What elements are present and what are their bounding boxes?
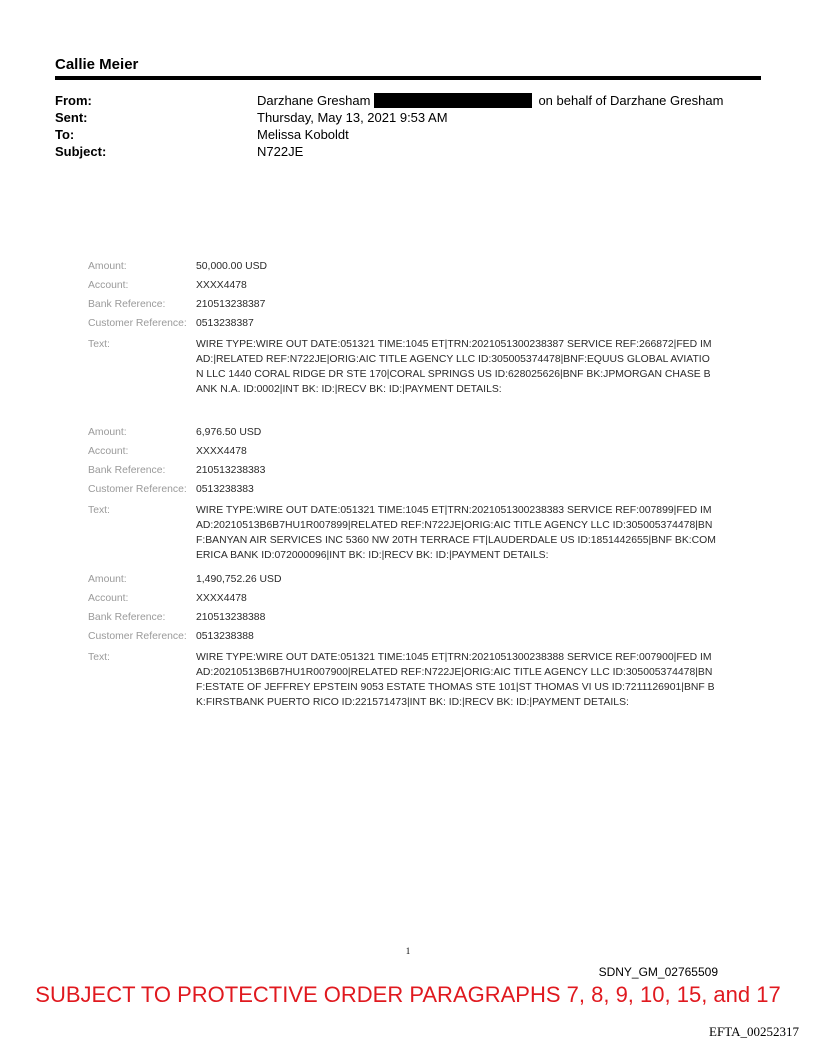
amount-label: Amount: (88, 574, 127, 585)
wire-account-row (88, 280, 728, 299)
bank-reference-label: Bank Reference: (88, 465, 166, 476)
amount-value: 1,490,752.26 USD (196, 574, 282, 585)
wire-text-value: WIRE TYPE:WIRE OUT DATE:051321 TIME:1045 ET|TRN:2021051300238387 SERVICE REF:266872|FED IMAD:|RELATED REF:N722JE|ORIG:AIC TITLE AGENCY LLC ID:305005374478|BNF:EQUUS GLOBAL AVIATION LLC 1440 CORAL RIDGE DR STE 170|CORAL SPRINGS US ID:628025626|BNF BK:JPMORGAN CHASE BANK N.A. ID:0002|INT BK: ID:|RECV BK: ID:|PAYMENT DETAILS: (196, 339, 712, 395)
wire-customer-reference-row (88, 484, 728, 503)
account-label: Account: (88, 446, 129, 457)
wire-record-1 (88, 261, 728, 397)
account-value: XXXX4478 (196, 446, 247, 457)
wire-account-row (88, 593, 728, 612)
wire-customer-reference-row (88, 631, 728, 650)
customer-reference-value: 0513238387 (196, 318, 254, 329)
amount-value: 6,976.50 USD (196, 427, 262, 438)
from-label: From: (55, 93, 92, 108)
bank-reference-label: Bank Reference: (88, 299, 166, 310)
account-value: XXXX4478 (196, 593, 247, 604)
customer-reference-label: Customer Reference: (88, 484, 187, 495)
customer-reference-label: Customer Reference: (88, 318, 187, 329)
wire-record-2 (88, 427, 728, 563)
wire-text-value: WIRE TYPE:WIRE OUT DATE:051321 TIME:1045 ET|TRN:2021051300238383 SERVICE REF:007899|FED IMAD:20210513B6B7HU1R007899|RELATED REF:N722JE|ORIG:AIC TITLE AGENCY LLC ID:305005374478|BNF:BANYAN AIR SERVICES INC 5360 NW 20TH TERRACE FT|LAUDERDALE US ID:1851442655|BNF BK:COMERICA BANK ID:072000096|INT BK: ID:|RECV BK: ID:|PAYMENT DETAILS: (196, 505, 716, 561)
subject-value: N722JE (257, 144, 304, 159)
mailbox-owner-name: Callie Meier (55, 56, 139, 73)
wire-amount-row (88, 427, 728, 446)
page-number: 1 (405, 946, 411, 956)
protective-order-notice: SUBJECT TO PROTECTIVE ORDER PARAGRAPHS 7, 8, 9, 10, 15, and 17 (35, 982, 781, 1007)
bank-reference-label: Bank Reference: (88, 612, 166, 623)
wire-text-row (88, 650, 728, 710)
text-label: Text: (88, 339, 110, 350)
text-label: Text: (88, 652, 110, 663)
header-rule (55, 76, 761, 80)
bank-reference-value: 210513238383 (196, 465, 266, 476)
to-value: Melissa Koboldt (257, 127, 349, 142)
bank-reference-value: 210513238388 (196, 612, 266, 623)
sent-value: Thursday, May 13, 2021 9:53 AM (257, 110, 448, 125)
sent-label: Sent: (55, 110, 88, 125)
amount-value: 50,000.00 USD (196, 261, 268, 272)
account-label: Account: (88, 280, 129, 291)
wire-bank-reference-row (88, 299, 728, 318)
wire-amount-row (88, 574, 728, 593)
bank-reference-value: 210513238387 (196, 299, 266, 310)
subject-label: Subject: (55, 144, 107, 159)
wire-text-row (88, 337, 728, 397)
customer-reference-label: Customer Reference: (88, 631, 187, 642)
wire-record-3 (88, 574, 728, 710)
account-label: Account: (88, 593, 129, 604)
account-value: XXXX4478 (196, 280, 247, 291)
redaction-box (374, 93, 532, 108)
wire-text-row (88, 503, 728, 563)
amount-label: Amount: (88, 261, 127, 272)
from-value (257, 93, 723, 108)
efta-number: EFTA_00252317 (709, 1024, 799, 1039)
from-name: Darzhane Gresham (257, 93, 371, 108)
wire-account-row (88, 446, 728, 465)
bates-number: SDNY_GM_02765509 (598, 965, 718, 979)
customer-reference-value: 0513238383 (196, 484, 254, 495)
wire-bank-reference-row (88, 612, 728, 631)
wire-text-value: WIRE TYPE:WIRE OUT DATE:051321 TIME:1045 ET|TRN:2021051300238388 SERVICE REF:007900|FED IMAD:20210513B6B7HU1R007900|RELATED REF:N722JE|ORIG:AIC TITLE AGENCY LLC ID:305005374478|BNF:ESTATE OF JEFFREY EPSTEIN 9053 ESTATE THOMAS STE 101|ST THOMAS VI US ID:7211126901|BNF BK:FIRSTBANK PUERTO RICO ID:221571473|INT BK: ID:|RECV BK: ID:|PAYMENT DETAILS: (196, 652, 715, 708)
from-suffix: on behalf of Darzhane Gresham (538, 93, 724, 108)
amount-label: Amount: (88, 427, 127, 438)
customer-reference-value: 0513238388 (196, 631, 254, 642)
wire-amount-row (88, 261, 728, 280)
wire-customer-reference-row (88, 318, 728, 337)
text-label: Text: (88, 505, 110, 516)
to-label: To: (55, 127, 75, 142)
wire-bank-reference-row (88, 465, 728, 484)
